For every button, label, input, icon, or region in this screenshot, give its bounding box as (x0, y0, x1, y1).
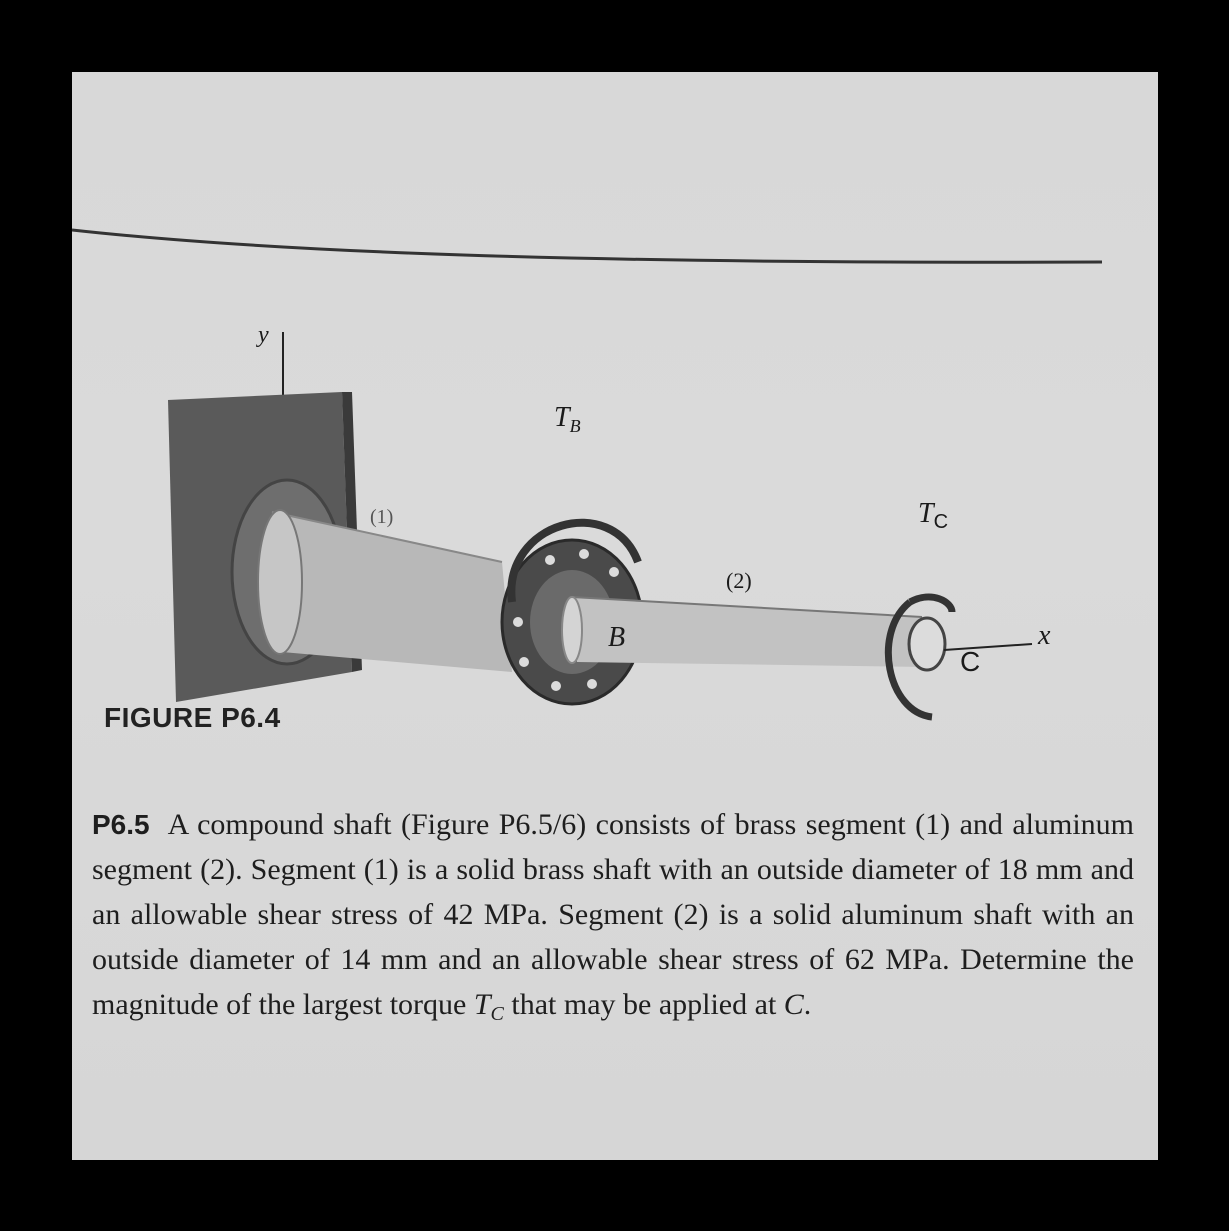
point-b-label: B (608, 622, 626, 653)
shaft-1-end (258, 510, 302, 654)
segment-1-label: (1) (370, 506, 394, 528)
problem-point: C (783, 988, 804, 1021)
torque-c-label (918, 498, 948, 534)
top-rule-line (72, 72, 1158, 272)
segment-2-label: (2) (726, 568, 752, 593)
problem-number: P6.5 (92, 809, 150, 840)
x-axis-label: x (1038, 620, 1051, 651)
caption-label: FIGURE (104, 702, 213, 733)
figure-caption (104, 702, 281, 734)
torque-b-label (554, 402, 581, 437)
figure-p6-4 (72, 272, 1158, 752)
problem-text-part1: A compound shaft (Figure P6.5/6) consists of brass segment (1) and aluminum segment (2). Segment (1) is a solid brass shaft with an outside diameter of 18 mm and an allowable shear stress of 42 MPa. Segment (2) is a solid aluminum shaft with an outside diameter of 14 mm and an allowable shear stress of 62 MPa. Determine the magnitude of the largest torque (92, 808, 1134, 1021)
torque-c-symbol: T (918, 498, 934, 529)
torque-b-symbol: T (554, 402, 570, 433)
torque-subscript: C (490, 1003, 504, 1025)
point-c-label: C (960, 646, 981, 677)
problem-end: . (803, 988, 812, 1021)
shaft-end-c (909, 618, 945, 670)
caption-number: P6.4 (221, 702, 281, 733)
torque-b-subscript: B (569, 416, 581, 436)
torque-c-subscript: C (933, 511, 949, 533)
y-axis-label: y (258, 322, 269, 348)
problem-p6-5 (92, 802, 1134, 1037)
x-axis-line (944, 644, 1032, 650)
textbook-page (72, 72, 1158, 1160)
shaft-segment-1 (272, 512, 512, 672)
torque-symbol: T (473, 988, 491, 1021)
problem-text-part2: that may be applied at (511, 988, 777, 1021)
shaft-diagram (72, 272, 1158, 752)
